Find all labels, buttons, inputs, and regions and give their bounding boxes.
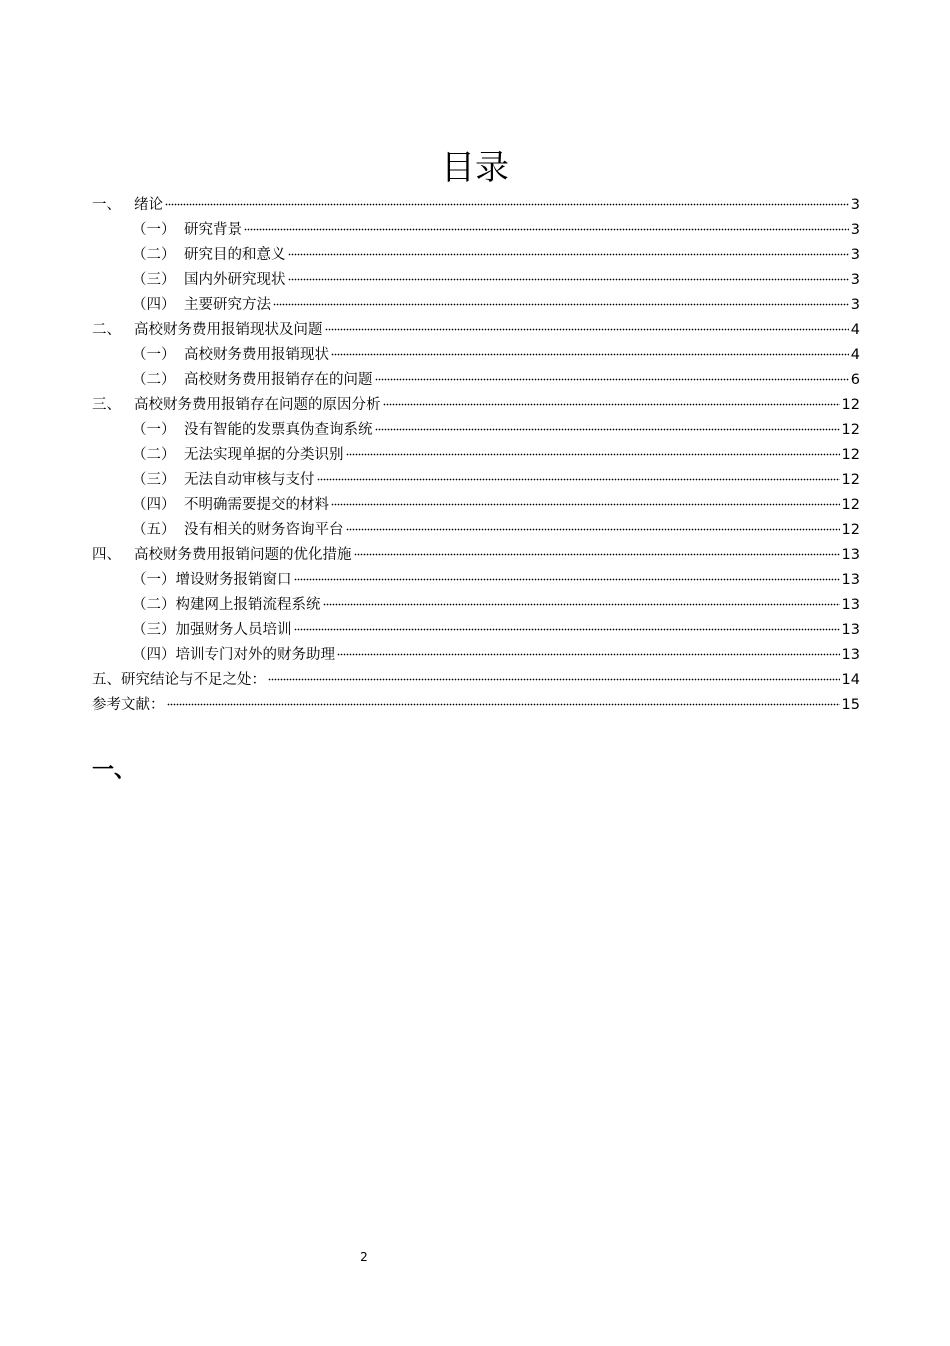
toc-entry-page-number: 15	[841, 697, 860, 713]
toc-entry-label: 高校财务费用报销现状	[184, 347, 329, 363]
toc-entry[interactable]	[92, 443, 860, 468]
toc-entry[interactable]	[92, 393, 860, 418]
toc-entry-label: 增设财务报销窗口	[175, 572, 292, 588]
toc-dot-leader	[317, 467, 840, 481]
toc-entry-number: （二）	[132, 597, 176, 613]
toc-entry[interactable]	[92, 518, 860, 543]
toc-entry-label: 研究结论与不足之处：	[121, 672, 266, 688]
toc-entry-label: 没有智能的发票真伪查询系统	[184, 422, 373, 438]
toc-entry-page-number: 12	[841, 447, 860, 463]
toc-dot-leader	[268, 667, 840, 681]
toc-entry-label: 绪论	[134, 197, 163, 213]
toc-entry-number: （三）	[132, 472, 176, 488]
toc-entry[interactable]	[92, 668, 860, 693]
toc-entry-number: 四、	[92, 547, 121, 563]
toc-entry-page-number: 6	[850, 372, 860, 388]
toc-dot-leader	[383, 392, 840, 406]
toc-entry-number: （四）	[132, 647, 176, 663]
toc-entry-label: 主要研究方法	[184, 297, 271, 313]
toc-entry-label: 研究目的和意义	[184, 247, 286, 263]
footer-page-number: 2	[360, 1250, 368, 1264]
toc-entry[interactable]	[92, 193, 860, 218]
toc-entry-label: 加强财务人员培训	[175, 622, 292, 638]
toc-dot-leader	[288, 242, 849, 256]
toc-dot-leader	[337, 642, 840, 656]
toc-entry-label: 高校财务费用报销问题的优化措施	[134, 547, 352, 563]
toc-entry-number: 一、	[92, 197, 121, 213]
toc-entry-number: （四）	[132, 297, 176, 313]
toc-dot-leader	[244, 217, 849, 231]
toc-dot-leader	[331, 492, 840, 506]
toc-entry-page-number: 3	[850, 297, 860, 313]
toc-entry-page-number: 14	[841, 672, 860, 688]
toc-dot-leader	[167, 692, 840, 706]
toc-entry-label: 参考文献：	[92, 697, 165, 713]
toc-entry-label: 无法自动审核与支付	[184, 472, 315, 488]
toc-entry-number: （一）	[132, 222, 176, 238]
toc-entry[interactable]	[92, 293, 860, 318]
toc-entry-label: 构建网上报销流程系统	[175, 597, 321, 613]
toc-entry-number: （四）	[132, 497, 176, 513]
toc-entry-page-number: 3	[850, 272, 860, 288]
toc-title: 目录	[441, 148, 509, 188]
section-heading: 一、	[92, 758, 137, 783]
toc-entry[interactable]	[92, 643, 860, 668]
toc-entry-number: （三）	[132, 272, 176, 288]
toc-entry[interactable]	[92, 418, 860, 443]
toc-entry-label: 国内外研究现状	[184, 272, 286, 288]
toc-entry-page-number: 12	[841, 472, 860, 488]
toc-dot-leader	[354, 542, 840, 556]
toc-entry-page-number: 4	[850, 347, 860, 363]
toc-entry-number: （一）	[132, 347, 176, 363]
toc-dot-leader	[346, 517, 840, 531]
toc-entry[interactable]	[92, 568, 860, 593]
toc-dot-leader	[375, 367, 849, 381]
toc-entry-page-number: 13	[841, 547, 860, 563]
toc-entry-label: 高校财务费用报销存在的问题	[184, 372, 373, 388]
toc-entry-page-number: 12	[841, 422, 860, 438]
toc-entry-label: 研究背景	[184, 222, 242, 238]
toc-entry[interactable]	[92, 268, 860, 293]
toc-entry-label: 不明确需要提交的材料	[184, 497, 329, 513]
toc-entry-page-number: 3	[850, 247, 860, 263]
toc-dot-leader	[323, 592, 840, 606]
table-of-contents	[92, 193, 860, 718]
toc-dot-leader	[346, 442, 840, 456]
toc-entry-page-number: 13	[841, 597, 860, 613]
toc-entry[interactable]	[92, 693, 860, 718]
toc-entry[interactable]	[92, 593, 860, 618]
toc-entry-page-number: 3	[850, 197, 860, 213]
toc-entry-page-number: 13	[841, 647, 860, 663]
toc-dot-leader	[273, 292, 849, 306]
toc-entry-number: （一）	[132, 572, 176, 588]
toc-entry-page-number: 12	[841, 522, 860, 538]
toc-entry-number: 二、	[92, 322, 121, 338]
toc-entry[interactable]	[92, 343, 860, 368]
toc-entry-number: （二）	[132, 447, 176, 463]
toc-dot-leader	[325, 317, 849, 331]
toc-dot-leader	[288, 267, 849, 281]
toc-entry[interactable]	[92, 468, 860, 493]
toc-entry[interactable]	[92, 493, 860, 518]
toc-entry-page-number: 4	[850, 322, 860, 338]
toc-dot-leader	[165, 192, 849, 206]
toc-entry-number: （三）	[132, 622, 176, 638]
toc-dot-leader	[375, 417, 840, 431]
toc-entry-number: （二）	[132, 372, 176, 388]
toc-entry[interactable]	[92, 218, 860, 243]
toc-dot-leader	[294, 567, 840, 581]
toc-entry[interactable]	[92, 618, 860, 643]
toc-entry-number: 三、	[92, 397, 121, 413]
toc-dot-leader	[331, 342, 849, 356]
toc-entry-label: 培训专门对外的财务助理	[175, 647, 335, 663]
toc-entry-label: 没有相关的财务咨询平台	[184, 522, 344, 538]
toc-dot-leader	[294, 617, 840, 631]
toc-entry-page-number: 3	[850, 222, 860, 238]
toc-entry-page-number: 12	[841, 397, 860, 413]
toc-entry-number: （五）	[132, 522, 176, 538]
toc-entry-number: （一）	[132, 422, 176, 438]
toc-entry-label: 高校财务费用报销现状及问题	[134, 322, 323, 338]
toc-entry[interactable]	[92, 243, 860, 268]
toc-entry-page-number: 13	[841, 622, 860, 638]
toc-entry-page-number: 13	[841, 572, 860, 588]
toc-entry-label: 高校财务费用报销存在问题的原因分析	[134, 397, 381, 413]
toc-entry-number: 五、	[92, 672, 121, 688]
toc-entry-label: 无法实现单据的分类识别	[184, 447, 344, 463]
toc-entry[interactable]	[92, 368, 860, 393]
toc-entry-page-number: 12	[841, 497, 860, 513]
toc-entry[interactable]	[92, 318, 860, 343]
toc-entry-number: （二）	[132, 247, 176, 263]
toc-entry[interactable]	[92, 543, 860, 568]
